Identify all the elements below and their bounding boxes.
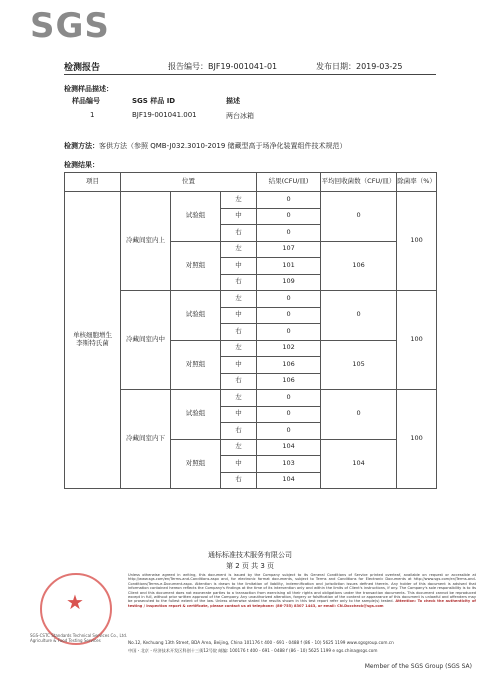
position-cell: 中	[221, 357, 257, 374]
position-cell: 左	[221, 390, 257, 407]
table-row	[65, 390, 437, 407]
rate-cell: 100	[397, 291, 437, 390]
zone-name: 冷藏间室内中	[121, 291, 171, 390]
seal-caption: SGS-CSTC Standards Technical Services Co., Ltd. Agriculture & Food Testing Services	[30, 633, 128, 643]
report-title: 检测报告	[64, 63, 101, 73]
rate-cell: 100	[397, 192, 437, 291]
sample-desc: 两台冰箱	[226, 112, 254, 120]
test-method	[64, 141, 347, 151]
result-cell: 103	[257, 456, 321, 473]
result-cell: 101	[257, 258, 321, 275]
terms-text: Unless otherwise agreed in writing, this document is issued by the Company subject to its General Conditions of Service printed overleaf, available on request or accessible at http://www.sgs.com/en/Terms-and-Conditions.aspx and, for electronic format documents, subject to Terms and Conditions for Electronic Documents at http://www.sgs.com/en/Terms-and-Conditions/Terms-e-Document.aspx. Attention is drawn to the limitation of liability, indemnification and jurisdiction issues defined therein. Any holder of this document is advised that information contained hereon reflects the Company's findings at the time of its intervention only and within the limits of Client's instructions, if any. The Company's sole responsibility is to its Client and this document does not exonerate parties to a transaction from exercising all their rights and obligations under the transaction documents. This document cannot be reproduced except in full, without prior written approval of the Company. Any unauthorized alteration, forgery or falsification of the content or appearance of this document is unlawful and offenders may be prosecuted to the fullest extent of the law. Unless otherwise stated the results shown in this test report refer only to the sample(s) tested.	[128, 573, 476, 604]
control-group-label: 对照组	[171, 340, 221, 390]
table-row	[65, 291, 437, 308]
rate-cell: 100	[397, 390, 437, 489]
table-header-row	[65, 173, 437, 192]
result-cell: 104	[257, 472, 321, 489]
position-cell: 中	[221, 208, 257, 225]
position-cell: 右	[221, 324, 257, 341]
average-cell: 0	[321, 291, 397, 341]
header-average: 平均回收菌数（CFU/皿）	[321, 173, 397, 192]
result-cell: 107	[257, 241, 321, 258]
result-cell: 106	[257, 357, 321, 374]
report-number: 报告编号：BJF19-001041-01	[168, 62, 278, 71]
sample-header-id: SGS 样品 ID	[132, 97, 176, 105]
test-group-label: 试验组	[171, 192, 221, 242]
position-cell: 中	[221, 258, 257, 275]
footer-company: 通标标准技术服务有限公司	[208, 551, 292, 559]
results-label: 检测结果：	[64, 161, 99, 169]
average-cell: 0	[321, 192, 397, 242]
report-title-row	[64, 60, 436, 72]
result-cell: 106	[257, 373, 321, 390]
result-cell: 0	[257, 208, 321, 225]
zone-name: 冷藏间室内下	[121, 390, 171, 489]
position-cell: 左	[221, 439, 257, 456]
position-cell: 左	[221, 241, 257, 258]
result-cell: 0	[257, 192, 321, 209]
result-cell: 0	[257, 406, 321, 423]
position-cell: 左	[221, 192, 257, 209]
result-cell: 102	[257, 340, 321, 357]
title-divider	[64, 74, 436, 75]
average-cell: 104	[321, 439, 397, 489]
footer-page: 第 2 页 共 3 页	[225, 562, 275, 570]
seal-star-icon: ★	[66, 590, 84, 614]
position-cell: 右	[221, 274, 257, 291]
result-cell: 0	[257, 423, 321, 440]
position-cell: 左	[221, 340, 257, 357]
header-item: 项目	[65, 173, 121, 192]
sgs-logo: SGS	[30, 6, 110, 46]
item-cell: 单核细胞增生李斯特氏菌	[65, 192, 121, 489]
result-cell: 109	[257, 274, 321, 291]
terms-fineprint	[128, 573, 476, 608]
result-cell: 0	[257, 324, 321, 341]
position-cell: 右	[221, 472, 257, 489]
member-note: Member of the SGS Group (SGS SA)	[364, 663, 472, 670]
position-cell: 左	[221, 291, 257, 308]
header-band	[0, 0, 500, 44]
position-cell: 右	[221, 373, 257, 390]
header-result: 结果(CFU/皿)	[257, 173, 321, 192]
header-rate: 除菌率（%）	[397, 173, 437, 192]
position-cell: 中	[221, 406, 257, 423]
sample-section-label: 检测样品描述：	[64, 85, 113, 93]
average-cell: 0	[321, 390, 397, 440]
method-label: 检测方法：	[64, 142, 99, 150]
header-position: 位置	[121, 173, 257, 192]
control-group-label: 对照组	[171, 241, 221, 291]
result-cell: 0	[257, 291, 321, 308]
average-cell: 105	[321, 340, 397, 390]
result-cell: 104	[257, 439, 321, 456]
average-cell: 106	[321, 241, 397, 291]
result-cell: 0	[257, 390, 321, 407]
report-date: 发布日期：2019-03-25	[316, 62, 403, 71]
zone-name: 冷藏间室内上	[121, 192, 171, 291]
test-group-label: 试验组	[171, 390, 221, 440]
address-cn: 中国・北京・经济技术开发区科创十三街12号院 邮编: 100176 t 400 - 691 - 0488 f (86 - 10) 5625 1199 e sgs.china@sgs.com	[128, 648, 378, 653]
sample-header-no: 样品编号	[72, 97, 100, 105]
result-cell: 0	[257, 307, 321, 324]
control-group-label: 对照组	[171, 439, 221, 489]
result-cell: 0	[257, 225, 321, 242]
method-text: 客供方法（参照 QMB-J032.3010-2019 储藏型高于场净化装置组件技术规范）	[99, 142, 347, 150]
test-group-label: 试验组	[171, 291, 221, 341]
sample-no: 1	[90, 111, 95, 119]
position-cell: 右	[221, 225, 257, 242]
results-table	[64, 172, 437, 489]
attention-text: Attention: To check the authenticity of testing / inspection report & certificate, please contact us at telephone: (86-755) 8307 1443, or email: CN.Doccheck@sgs.com	[128, 599, 476, 608]
table-row	[65, 192, 437, 209]
position-cell: 右	[221, 423, 257, 440]
position-cell: 中	[221, 307, 257, 324]
sample-header-desc: 描述	[226, 97, 240, 105]
sample-id: BJF19-001041.001	[132, 111, 197, 119]
position-cell: 中	[221, 456, 257, 473]
address-en: No.12, Kechuang 13th Street, BDA Area, Beijing, China 101176 t 400 - 691 - 0488 f (86 - 10) 5625 1199 www.sgsgroup.com.cn	[128, 640, 394, 645]
